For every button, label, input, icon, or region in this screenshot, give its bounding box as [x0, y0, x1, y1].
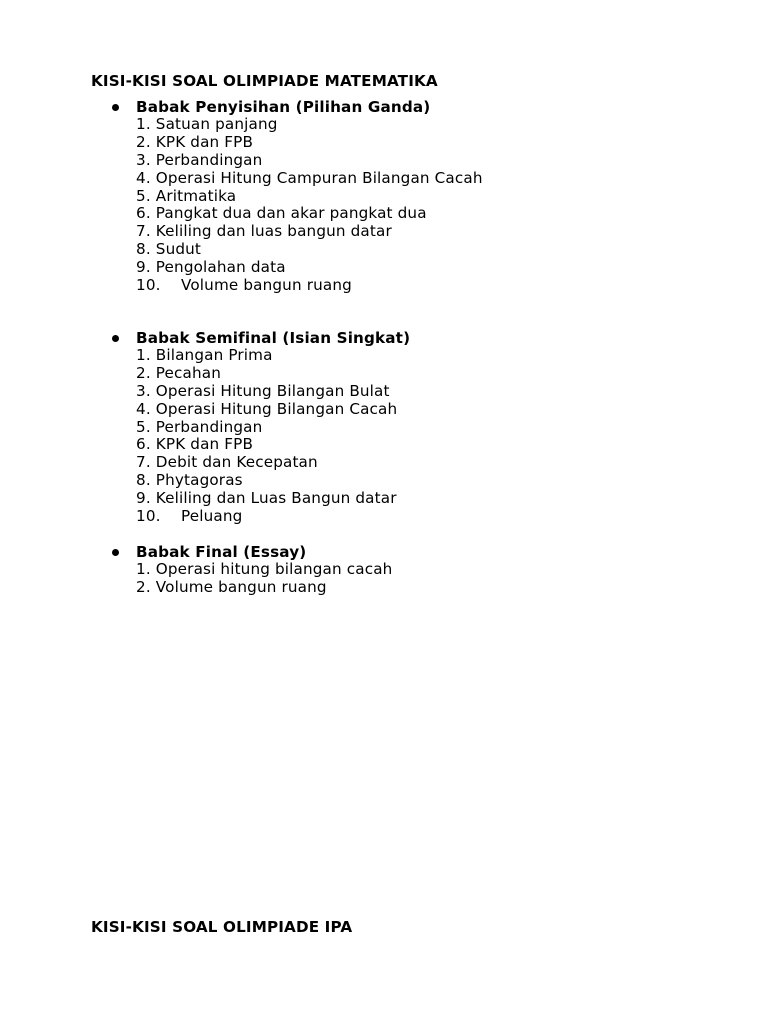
item-text: KPK dan FPB: [155, 132, 254, 151]
item-number: 7.: [136, 453, 151, 472]
item-number: 3.: [136, 150, 151, 169]
item-number: 6.: [136, 435, 151, 454]
list-item: [136, 170, 483, 188]
item-text: Peluang: [181, 507, 243, 526]
item-text: Aritmatika: [155, 186, 237, 205]
item-text: Perbandingan: [155, 417, 263, 436]
section-final: [108, 543, 392, 597]
list-item: [136, 561, 392, 579]
list-item: [136, 223, 483, 241]
section-penyisihan: [108, 98, 483, 295]
list-item: [136, 365, 410, 383]
heading-ipa: KISI-KISI SOAL OLIMPIADE IPA: [91, 918, 353, 936]
item-number: 8.: [136, 240, 151, 259]
item-text: Operasi hitung bilangan cacah: [155, 560, 393, 578]
item-number: 10.: [136, 276, 161, 295]
item-list: [108, 116, 483, 295]
item-number: 2.: [136, 363, 151, 382]
item-number: 8.: [136, 471, 151, 490]
list-item: [136, 401, 410, 419]
bullet-icon: [112, 549, 119, 556]
item-text: Operasi Hitung Bilangan Bulat: [155, 381, 390, 400]
item-number: 4.: [136, 399, 151, 418]
list-item: [136, 508, 410, 526]
item-number: 4.: [136, 168, 151, 187]
item-number: 1.: [136, 560, 151, 578]
list-item: [136, 259, 483, 277]
list-item: [136, 152, 483, 170]
section-title: [108, 98, 483, 116]
item-text: Keliling dan luas bangun datar: [155, 222, 392, 241]
item-text: Bilangan Prima: [155, 346, 273, 364]
item-number: 2.: [136, 577, 151, 596]
item-text: Debit dan Kecepatan: [155, 453, 318, 472]
list-item: [136, 241, 483, 259]
item-text: Operasi Hitung Bilangan Cacah: [155, 399, 398, 418]
item-text: Perbandingan: [155, 150, 263, 169]
item-list: [108, 347, 410, 526]
item-number: 2.: [136, 132, 151, 151]
heading-math: KISI-KISI SOAL OLIMPIADE MATEMATIKA: [91, 72, 438, 90]
item-text: Pangkat dua dan akar pangkat dua: [155, 204, 427, 223]
list-item: [136, 454, 410, 472]
item-number: 3.: [136, 381, 151, 400]
section-title-text: Babak Semifinal (Isian Singkat): [136, 329, 411, 347]
item-number: 10.: [136, 507, 161, 526]
list-item: [136, 472, 410, 490]
list-item: [136, 579, 392, 597]
section-title: [108, 543, 392, 561]
list-item: [136, 347, 410, 365]
section-semifinal: [108, 329, 410, 526]
item-text: Sudut: [155, 240, 202, 259]
item-list: [108, 561, 392, 597]
item-number: 6.: [136, 204, 151, 223]
item-number: 9.: [136, 258, 151, 277]
list-item: [136, 419, 410, 437]
item-text: Satuan panjang: [155, 115, 278, 133]
item-number: 1.: [136, 346, 151, 364]
bullet-icon: [112, 335, 119, 342]
item-number: 7.: [136, 222, 151, 241]
item-text: Pecahan: [155, 363, 222, 382]
list-item: [136, 188, 483, 206]
item-text: Phytagoras: [155, 471, 243, 490]
item-text: Volume bangun ruang: [181, 276, 352, 295]
list-item: [136, 116, 483, 134]
item-number: 1.: [136, 115, 151, 133]
bullet-icon: [112, 104, 119, 111]
list-item: [136, 277, 483, 295]
section-title: [108, 329, 410, 347]
list-item: [136, 383, 410, 401]
list-item: [136, 205, 483, 223]
list-item: [136, 134, 483, 152]
list-item: [136, 436, 410, 454]
item-number: 5.: [136, 186, 151, 205]
item-text: Pengolahan data: [155, 258, 286, 277]
list-item: [136, 490, 410, 508]
item-text: Keliling dan Luas Bangun datar: [155, 489, 397, 508]
item-text: KPK dan FPB: [155, 435, 254, 454]
section-title-text: Babak Penyisihan (Pilihan Ganda): [136, 98, 431, 116]
item-number: 9.: [136, 489, 151, 508]
item-text: Operasi Hitung Campuran Bilangan Cacah: [155, 168, 483, 187]
section-title-text: Babak Final (Essay): [136, 543, 307, 561]
item-number: 5.: [136, 417, 151, 436]
item-text: Volume bangun ruang: [155, 577, 327, 596]
